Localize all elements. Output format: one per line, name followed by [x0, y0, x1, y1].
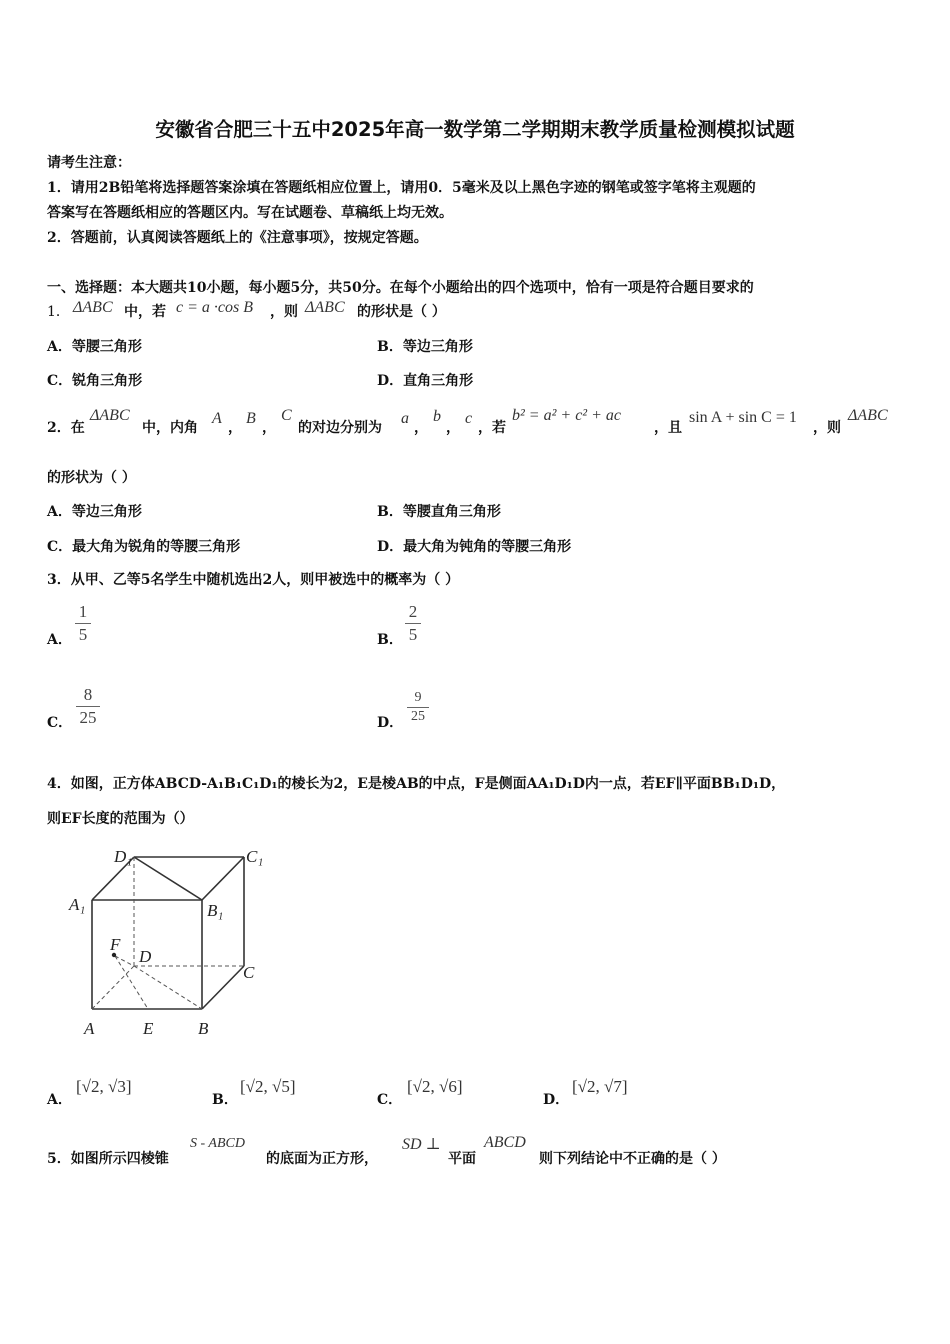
q2-math-c: c: [465, 410, 473, 427]
notice-line-3: 2．答题前，认真阅读答题纸上的《注意事项》，按规定答题。: [47, 230, 428, 246]
q1-option-d[interactable]: D．直角三角形: [377, 373, 474, 389]
q2-option-c[interactable]: C．最大角为锐角的等腰三角形: [47, 539, 241, 555]
section-heading: 一、选择题：本大题共10小题，每小题5分，共50分。在每个小题给出的四个选项中，恰有一项是符合题目要求的: [47, 280, 754, 296]
q2-math-C: C: [281, 407, 292, 424]
q3-option-b-fraction[interactable]: [405, 602, 421, 645]
page-title: 安徽省合肥三十五中2025年高一数学第二学期期末教学质量检测模拟试题: [155, 118, 795, 141]
q4-option-c-label[interactable]: C．: [377, 1092, 403, 1108]
q5-text-2: 平面: [448, 1151, 476, 1167]
q1-text-3: 的形状是（ ）: [357, 304, 446, 320]
q3-a-denominator: 5: [78, 625, 88, 644]
q3-option-b-label[interactable]: B．: [377, 632, 403, 648]
q2-comma-4: ，: [446, 420, 460, 436]
label-c1: C₁: [246, 847, 264, 866]
q2-text-1: 中，内角: [142, 420, 198, 436]
q3-a-numerator: 1: [78, 602, 88, 621]
label-d1: D₁: [114, 847, 133, 866]
label-a: A: [84, 1019, 95, 1038]
q2-math-B: B: [246, 410, 256, 427]
q1-math-condition: c = a ·cos B: [176, 299, 253, 316]
q5-math-base: ABCD: [484, 1134, 526, 1151]
q3-text: 3．从甲、乙等5名学生中随机选出2人，则甲被选中的概率为（ ）: [47, 572, 460, 588]
label-d: D: [139, 947, 152, 966]
q2-text-4: ，且: [654, 420, 682, 436]
q3-option-c-label[interactable]: C．: [47, 715, 73, 731]
q2-comma-3: ，: [414, 420, 428, 436]
label-b1: B₁: [207, 901, 224, 920]
q4-option-d-label[interactable]: D．: [543, 1092, 570, 1108]
q2-option-b[interactable]: B．等腰直角三角形: [377, 504, 501, 520]
q3-option-d-fraction[interactable]: [407, 690, 429, 725]
q5-math-perp: SD ⊥: [402, 1136, 441, 1153]
q2-text-2: 的对边分别为: [298, 420, 382, 436]
q4-option-d-value[interactable]: [√2, √7]: [572, 1077, 628, 1096]
q1-text-1: 中，若: [124, 304, 166, 320]
q2-math-equation: b² = a² + c² + ac: [512, 407, 621, 424]
notice-line-2: 答案写在答题纸相应的答题区内。写在试题卷、草稿纸上均无效。: [47, 205, 453, 221]
q2-math-a: a: [401, 410, 409, 427]
q5-number: 5．如图所示四棱锥: [47, 1151, 169, 1167]
notice-heading: 请考生注意：: [47, 155, 131, 171]
q2-math-b: b: [433, 408, 441, 425]
q2-math-sine: sin A + sin C = 1: [689, 409, 797, 426]
label-a1: A₁: [69, 895, 86, 914]
q2-text-5: ，则: [813, 420, 841, 436]
q5-math-pyramid: S - ABCD: [190, 1136, 245, 1151]
label-c: C: [243, 963, 255, 982]
q4-option-b-value[interactable]: [√2, √5]: [240, 1077, 296, 1096]
q3-b-numerator: 2: [408, 602, 418, 621]
q4-option-a-label[interactable]: A．: [47, 1092, 72, 1108]
q3-option-c-fraction[interactable]: [76, 685, 100, 728]
q2-option-a[interactable]: A．等边三角形: [47, 504, 142, 520]
notice-line-1: 1．请用2B铅笔将选择题答案涂填在答题纸相应位置上，请用0．5毫米及以上黑色字迹的钢笔或签字笔将主观题的: [47, 180, 756, 196]
q4-option-a-value[interactable]: [√2, √3]: [76, 1077, 132, 1096]
q4-line-1: 4．如图，正方体ABCD-A₁B₁C₁D₁的棱长为2，E是棱AB的中点，F是侧面AA₁D₁D内一点，若EF∥平面BB₁D₁D，: [47, 776, 786, 792]
q1-math-triangle-2: ΔABC: [305, 299, 345, 316]
q3-option-a-label[interactable]: A．: [47, 632, 72, 648]
q1-number: 1．: [47, 304, 70, 320]
q4-line-2: 则EF长度的范围为（）: [47, 811, 194, 827]
q1-text-2: ，则: [270, 304, 298, 320]
q2-number: 2．在: [47, 420, 85, 436]
q1-option-b[interactable]: B．等边三角形: [377, 339, 473, 355]
q3-d-denominator: 25: [411, 709, 425, 724]
q1-math-triangle: ΔABC: [73, 299, 113, 316]
q2-line-2: 的形状为（ ）: [47, 470, 136, 486]
q3-c-numerator: 8: [83, 685, 93, 704]
q1-option-a[interactable]: A．等腰三角形: [47, 339, 142, 355]
label-e: E: [143, 1019, 154, 1038]
label-f: F: [110, 935, 121, 954]
q5-text-1: 的底面为正方形，: [266, 1151, 378, 1167]
q5-text-3: 则下列结论中不正确的是（ ）: [539, 1151, 726, 1167]
q2-text-3: ，若: [478, 420, 506, 436]
q2-comma-2: ，: [262, 420, 276, 436]
cube-figure: [64, 838, 284, 1050]
q2-math-triangle-2: ΔABC: [848, 407, 888, 424]
q3-option-d-label[interactable]: D．: [377, 715, 404, 731]
q3-option-a-fraction[interactable]: [75, 602, 91, 645]
q4-option-b-label[interactable]: B．: [212, 1092, 238, 1108]
q2-math-A: A: [212, 410, 222, 427]
q3-c-denominator: 25: [79, 708, 97, 727]
q3-b-denominator: 5: [408, 625, 418, 644]
q4-option-c-value[interactable]: [√2, √6]: [407, 1077, 463, 1096]
q2-comma-1: ，: [228, 420, 242, 436]
q2-math-triangle: ΔABC: [90, 407, 130, 424]
q3-d-numerator: 9: [414, 690, 422, 705]
label-b: B: [198, 1019, 209, 1038]
q2-option-d[interactable]: D．最大角为钝角的等腰三角形: [377, 539, 572, 555]
q1-option-c[interactable]: C．锐角三角形: [47, 373, 143, 389]
